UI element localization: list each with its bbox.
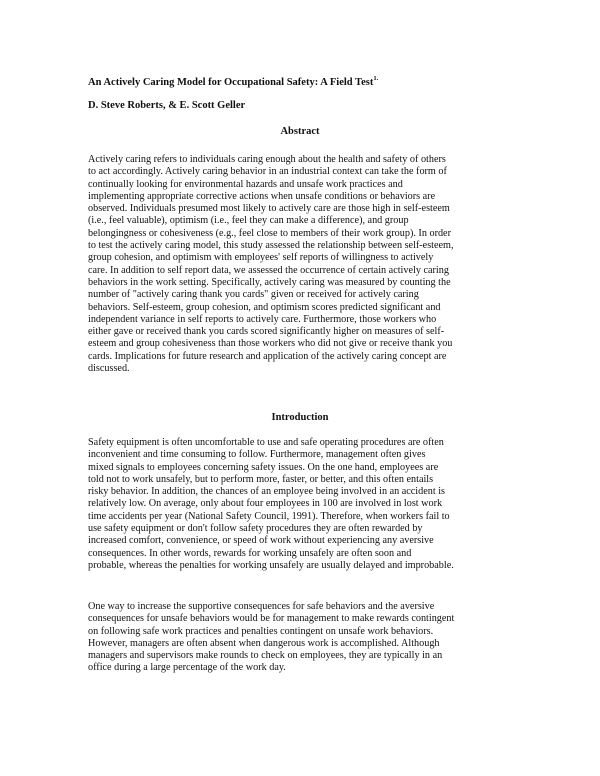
text-line: to test the actively caring model, this study assessed the relationship between self-esteem, [88,240,454,252]
text-line: told not to work unsafely, but to perform more, faster, or better, and this often entails [88,473,434,485]
text-line: risky behavior. In addition, the chances of an employee being involved in an accident is [88,486,446,498]
text-line: behaviors in the work setting. Specifically, actively caring was measured by counting the [88,276,451,288]
text-line: discussed. [88,363,130,375]
text-line: cards. Implications for future research and application of the actively caring concept are [88,350,447,362]
text-line: observed. Individuals presumed most likely to actively care are those high in self-esteem [88,203,450,215]
text-line: group cohesion, and optimism with employees' self reports of willingness to actively [88,252,434,264]
text-line: consequences. In other words, rewards for working unsafely are often soon and [88,547,412,559]
introduction-paragraph-1 [88,437,518,572]
text-line: use safety equipment or don't follow safety procedures they are often rewarded by [88,523,423,535]
paper-title-text: An Actively Caring Model for Occupational Safety: A Field Test [88,77,374,88]
text-line: care. In addition to self report data, we assessed the occurrence of certain actively caring [88,264,449,276]
author-line: D. Steve Roberts, & E. Scott Geller [88,100,246,111]
text-line: either gave or received thank you cards scored significantly higher on measures of self- [88,326,445,338]
text-line: esteem and group cohesiveness than those workers who did not give or receive thank you [88,338,453,350]
text-line: implementing appropriate corrective actions when unsafe conditions or behaviors are [88,190,436,202]
text-line: inconvenient and time consuming to follow. Furthermore, management often gives [88,449,426,461]
text-line: time accidents per year (National Safety Council, 1991). Therefore, when workers fail to [88,510,450,522]
text-line: to act accordingly. Actively caring behavior in an industrial context can take the form of [88,166,447,178]
text-line: number of "actively caring thank you cards" given or received for actively caring [88,289,419,301]
text-line: belongingness or cohesiveness (e.g., feel close to members of their work group). In order [88,227,451,239]
abstract-heading: Abstract [280,126,320,137]
text-line: on following safe work practices and penalties contingent on unsafe work behaviors. [88,625,434,637]
introduction-paragraph-2 [88,601,518,675]
text-line: relatively low. On average, only about four employees in 100 are involved in lost work [88,498,443,510]
text-line: mixed signals to employees concerning safety issues. On the one hand, employees are [88,461,439,473]
text-line: However, managers are often absent when dangerous work is accomplished. Although [88,637,440,649]
text-line: consequences for unsafe behaviors would be for management to make rewards contingent [88,613,455,625]
text-line: office during a large percentage of the work day. [88,662,286,674]
title-footnote-marker: 1. [373,75,379,82]
text-line: probable, whereas the penalties for working unsafely are usually delayed and improbable. [88,559,454,571]
text-line: One way to increase the supportive consequences for safe behaviors and the aversive [88,601,435,612]
introduction-heading: Introduction [271,412,329,423]
paper-title [88,72,548,90]
text-line: behaviors. Self-esteem, group cohesion, and optimism scores predicted significant and [88,301,441,313]
text-line: (i.e., feel valuable), optimism (i.e., feel they can make a difference), and group [88,215,409,227]
abstract-paragraph [88,154,518,375]
text-line: continually looking for environmental hazards and unsafe work practices and [88,178,403,190]
text-line: Safety equipment is often uncomfortable to use and safe operating procedures are often [88,437,444,448]
text-line: independent variance in self reports to actively care. Furthermore, those workers who [88,313,437,325]
text-line: managers and supervisors make rounds to check on employees, they are typically in an [88,650,443,662]
text-line: Actively caring refers to individuals caring enough about the health and safety of others [88,154,446,165]
text-line: increased comfort, convenience, or speed of work without experiencing any aversive [88,535,434,547]
